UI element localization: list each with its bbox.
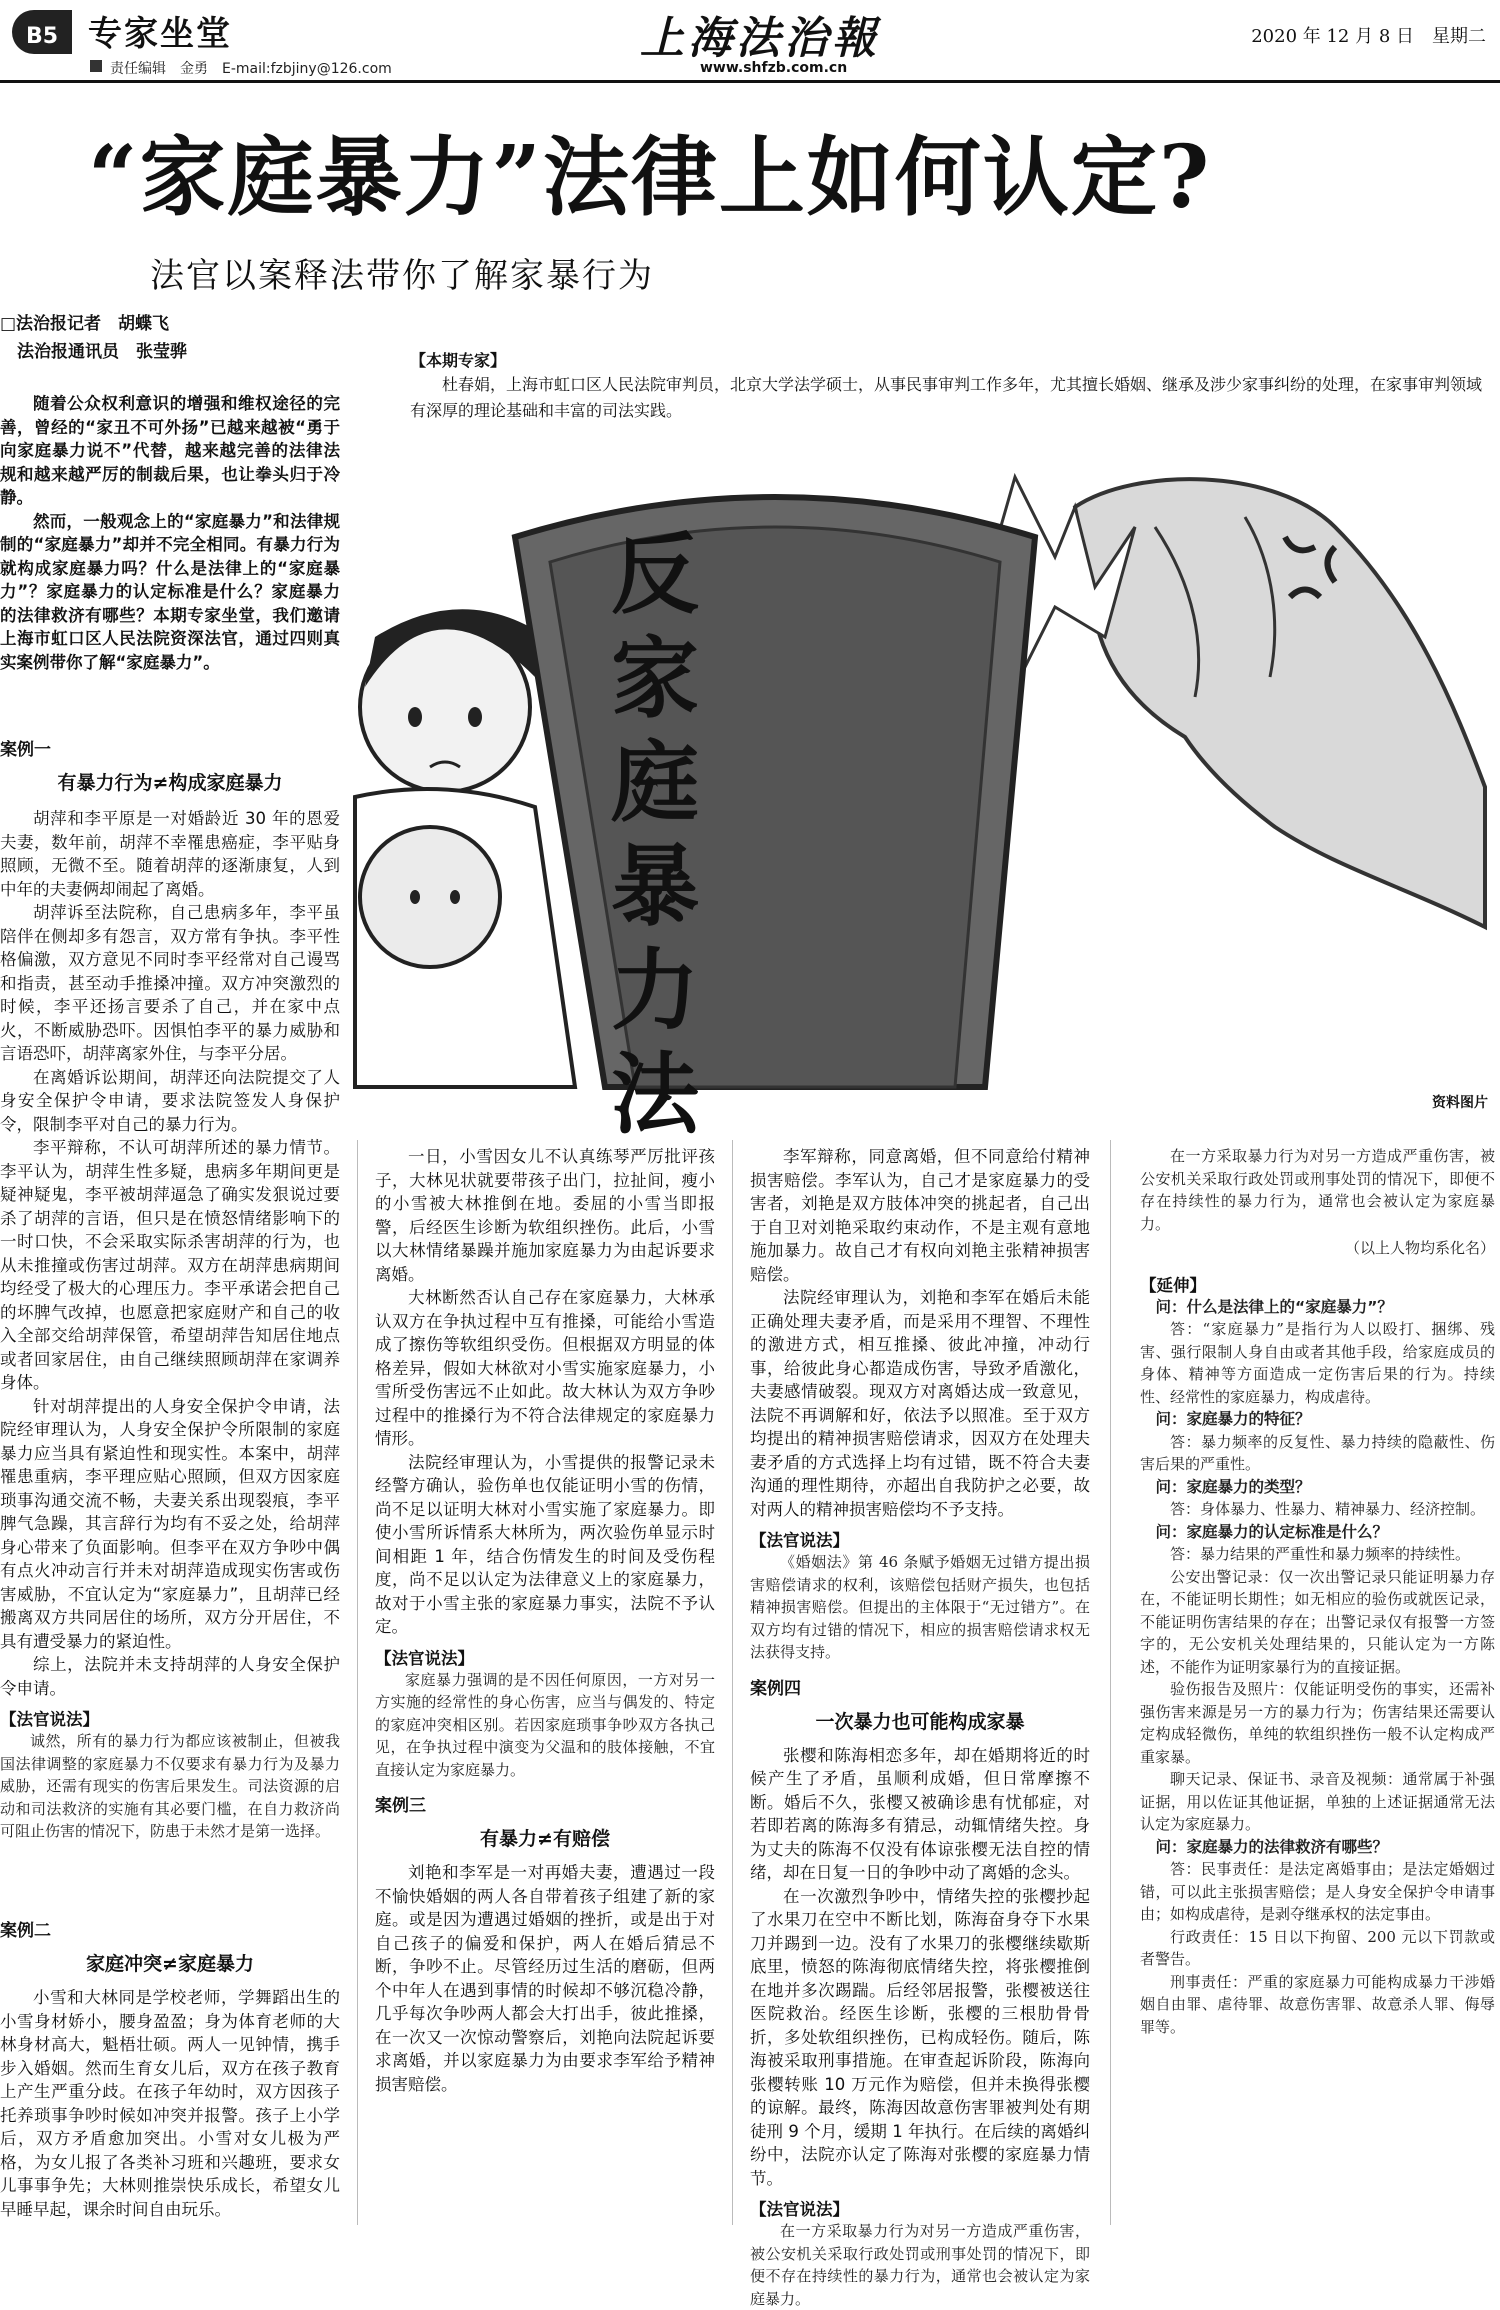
- baby-figure: [360, 827, 500, 967]
- comment-paragraph: 在一方采取暴力行为对另一方造成严重伤害，被公安机关采取行政处罚或刑事处罚的情况下，即便不存在持续性的暴力行为，通常也会被认定为家庭暴力。: [1140, 1147, 1495, 1233]
- case-paragraph: 法院经审理认为，刘艳和李军在婚后未能正确处理夫妻矛盾，而是采用不理智、不理性的激进方式，相互推搡、彼此冲撞，冲动行事，给彼此身心都造成伤害，导致矛盾激化，夫妻感情破裂。现双方对离婚达成一致意见，法院不再调解和好，依法予以照准。至于双方均提出的精神损害赔偿请求，因双方在处理夫妻矛盾的方式选择上均有过错，既不符合夫妻沟通的理性期待，亦超出自我防护之必要，故对两人的精神损害赔偿均不予支持。: [750, 1288, 1090, 1519]
- answer: 答：民事责任：是法定离婚事由；是法定婚姻过错，可以此主张损害赔偿；是人身安全保护令申请事由；如构成虐待，是剥夺继承权的法定事由。: [1140, 1860, 1495, 1923]
- case-paragraph: 一日，小雪因女儿不认真练琴严厉批评孩子，大林见状就要带孩子出门，拉扯间，瘦小的小雪被大林推倒在地。委屈的小雪当即报警，后经医生诊断为软组织挫伤。此后，小雪以大林情绪暴躁并施加家庭暴力为由起诉要求离婚。: [375, 1147, 715, 1284]
- shield-char: 力: [610, 938, 699, 1042]
- case-paragraph: 胡萍和李平原是一对婚龄近 30 年的恩爱夫妻，数年前，胡萍不幸罹患癌症，李平贴身照顾，无微不至。随着胡萍的逐渐康复，人到中年的夫妻俩却闹起了离婚。: [0, 809, 340, 899]
- case-body: [750, 1145, 1090, 1521]
- question: 问：什么是法律上的“家庭暴力”？: [1155, 1297, 1393, 1316]
- case-2-continued: [375, 1145, 715, 2146]
- newspaper-logo: 上海法治報: [640, 13, 880, 64]
- comment-paragraph: 诚然，所有的暴力行为都应该被制止，但被我国法律调整的家庭暴力不仅要求有暴力行为及暴力威胁，还需有现实的伤害后果发生。司法资源的启动和司法救济的实施有其必要门槛，在自力救济尚可阻止伤害的情况下，防患于未然才是第一选择。: [0, 1732, 340, 1840]
- case-title: 有暴力行为≠构成家庭暴力: [57, 772, 283, 794]
- case-body: [750, 1744, 1090, 2191]
- case-label: 案例三: [375, 1796, 426, 1816]
- case-title: 家庭冲突≠家庭暴力: [86, 1953, 254, 1975]
- intro-paragraph: 然而，一般观念上的“家庭暴力”和法律规制的“家庭暴力”却并不完全相同。有暴力行为就构成家庭暴力吗？什么是法律上的“家庭暴力”？家庭暴力的认定标准是什么？家庭暴力的法律救济有哪些？本期专家坐堂，我们邀请上海市虹口区人民法院资深法官，通过四则真实案例带你了解“家庭暴力”。: [0, 511, 340, 672]
- shield-text: [590, 522, 720, 1146]
- case-paragraph: 针对胡萍提出的人身安全保护令申请，法院经审理认为，人身安全保护令所限制的家庭暴力应当具有紧迫性和现实性。本案中，胡萍罹患重病，李平理应贴心照顾，但双方因家庭琐事沟通交流不畅，夫妻关系出现裂痕，李平脾气急躁，其言辞行为均有不妥之处，给胡萍身心带来了负面影响。但李平在双方争吵中偶有点火冲动言行并未对胡萍造成现实伤害或伤害威胁，不宜认定为“家庭暴力”，且胡萍已经搬离双方共同居住的场所，双方分开居住，不具有遭受暴力的紧迫性。: [0, 1396, 340, 1651]
- answer: 答：暴力结果的严重性和暴力频率的持续性。: [1170, 1545, 1471, 1563]
- extension-paragraph: 验伤报告及照片：仅能证明受伤的事实，还需补强伤害来源是另一方的暴力行为；伤害结果还需要认定构成轻微伤，单纯的软组织挫伤一般不认定构成严重家暴。: [1140, 1680, 1495, 1766]
- case-paragraph: 综上，法院并未支持胡萍的人身安全保护令申请。: [0, 1655, 340, 1698]
- case-3-continued: [750, 1145, 1090, 2308]
- case-paragraph: 小雪和大林同是学校老师，学舞蹈出生的小雪身材娇小，腰身盈盈；身为体育老师的大林身材高大，魁梧壮硕。两人一见钟情，携手步入婚姻。然而生育女儿后，双方在孩子教育上产生严重分歧。在孩子年幼时，双方因孩子托养琐事争吵时候如冲突并报警。孩子上小学后，双方矛盾愈加突出。小雪对女儿极为严格，为女儿报了各类补习班和兴趣班，要求女儿事事争先；大林则推崇快乐成长，希望女儿早睡早起，课余时间自由玩乐。: [0, 1988, 340, 2219]
- case-label: 案例二: [0, 1921, 51, 1941]
- judge-comment: [0, 1730, 340, 1843]
- column-divider: [1110, 1140, 1111, 2225]
- answer: 答：身体暴力、性暴力、精神暴力、经济控制。: [1170, 1500, 1486, 1518]
- extension-column: [1140, 1145, 1495, 2038]
- question: 问：家庭暴力的类型？: [1155, 1477, 1311, 1496]
- case-paragraph: 张樱和陈海相恋多年，却在婚期将近的时候产生了矛盾，虽顺利成婚，但日常摩擦不断。婚后不久，张樱又被确诊患有忧郁症，对若即若离的陈海多有猜忌，动辄情绪失控。身为丈夫的陈海不仅没有体谅张樱无法自控的情绪，却在日复一日的争吵中动了离婚的念头。: [750, 1745, 1090, 1882]
- shield-char: 暴: [610, 834, 699, 938]
- shield-char: 法: [610, 1042, 699, 1146]
- question: 问：家庭暴力的法律救济有哪些？: [1155, 1837, 1389, 1856]
- photo-credit: 资料图片: [1432, 1095, 1488, 1111]
- case-body: [0, 807, 340, 1700]
- question: 问：家庭暴力的认定标准是什么？: [1155, 1522, 1389, 1541]
- comment-label: 【法官说法】: [750, 2200, 849, 2219]
- judge-comment: [750, 1551, 1090, 1664]
- case-label: 案例一: [0, 740, 51, 760]
- answer: 答：“家庭暴力”是指行为人以殴打、捆绑、残害、强行限制人身自由或者其他手段，给家庭成员的身体、精神等方面造成一定伤害后果的行为。持续性、经常性的家庭暴力，构成虐待。: [1140, 1320, 1495, 1406]
- judge-comment: [375, 1669, 715, 1782]
- subheadline: 法官以案释法带你了解家暴行为: [150, 256, 654, 296]
- column-divider: [357, 1140, 358, 2225]
- header-rule: [0, 80, 1500, 83]
- alias-note: （以上人物均系化名）: [1344, 1239, 1495, 1257]
- expert-label: 【本期专家】: [410, 351, 507, 370]
- extension-label: 【延伸】: [1140, 1275, 1206, 1295]
- byline-correspondent: 法治报通讯员 张莹骅: [0, 342, 187, 362]
- illustration-svg: [375, 467, 1495, 1087]
- judge-comment-continued: [1140, 1145, 1495, 1237]
- shield-char: 庭: [610, 730, 699, 834]
- intro: [0, 392, 340, 674]
- extension-paragraph: 公安出警记录：仅一次出警记录只能证明暴力存在，不能证明长期性；如无相应的验伤或就医记录，不能证明伤害结果的存在；出警记录仅有报警一方签字的，无公安机关处理结果的，只能认定为一方陈述，不能作为证明家暴行为的直接证据。: [1140, 1567, 1495, 1676]
- case-body: [0, 1986, 340, 2219]
- square-icon: [90, 60, 102, 72]
- comment-paragraph: 《婚姻法》第 46 条赋予婚姻无过错方提出损害赔偿请求的权利，该赔偿包括财产损失，也包括精神损害赔偿。但提出的主体限于“无过错方”。在双方均有过错的情况下，相应的损害赔偿请求权无法获得支持。: [750, 1553, 1090, 1661]
- comment-label: 【法官说法】: [0, 1710, 99, 1729]
- case-1: [0, 735, 340, 1843]
- case-paragraph: 李军辩称，同意离婚，但不同意给付精神损害赔偿。李军认为，自己才是家庭暴力的受害者，刘艳是双方肢体冲突的挑起者，自己出于自卫对刘艳采取约束动作，不是主观有意地施加暴力。故自己才有权向刘艳主张精神损害赔偿。: [750, 1147, 1090, 1284]
- case-body: [375, 1145, 715, 1639]
- page-number-badge: [12, 10, 72, 54]
- page-digit: 5: [42, 24, 59, 49]
- column-name: 专家坐堂: [88, 14, 232, 54]
- case-paragraph: 胡萍诉至法院称，自己患病多年，李平虽陪伴在侧却多有怨言，双方常有争执。李平性格偏激，双方意见不同时李平经常对自己谩骂和指责，甚至动手推搡冲撞。双方冲突激烈的时候，李平还扬言要杀了自己，并在家中点火，不断威胁恐吓。因惧怕李平的暴力威胁和言语恐吓，胡萍离家外住，与李平分居。: [0, 903, 340, 1063]
- comment-paragraph: 在一方采取暴力行为对另一方造成严重伤害，被公安机关采取行政处罚或刑事处罚的情况下，即便不存在持续性的暴力行为，通常也会被认定为家庭暴力。: [750, 2222, 1090, 2308]
- answer: 行政责任：15 日以下拘留、200 元以下罚款或者警告。: [1140, 1927, 1495, 1968]
- shield-char: 反: [610, 522, 699, 626]
- case-paragraph: 在离婚诉讼期间，胡萍还向法院提交了人身安全保护令申请，要求法院签发人身保护令，限制李平对自己的暴力行为。: [0, 1067, 340, 1134]
- case-paragraph: 在一次激烈争吵中，情绪失控的张樱抄起了水果刀在空中不断比划，陈海奋身夺下水果刀并踢到一边。没有了水果刀的张樱继续歇斯底里，愤怒的陈海彻底情绪失控，将张樱推倒在地并多次踢踹。后经邻居报警，张樱被送往医院救治。经医生诊断，张樱的三根肋骨骨折，多处软组织挫伤，已构成轻伤。随后，陈海被采取刑事措施。在审查起诉阶段，陈海向张樱转账 10 万元作为赔偿，但并未换得张樱的谅解。最终，陈海因故意伤害罪被判处有期徒刑 9 个月，缓期 1 年执行。在后续的离婚纠纷中，法院亦认定了陈海对张樱的家庭暴力情节。: [750, 1886, 1090, 2188]
- intro-paragraph: 随着公众权利意识的增强和维权途径的完善，曾经的“家丑不可外扬”已越来越被“勇于向家庭暴力说不”代替，越来越完善的法律法规和越来越严厉的制裁后果，也让拳头归于冷静。: [0, 394, 340, 507]
- editor-info: 责任编辑 金勇 E-mail:fzbjiny@126.com: [110, 61, 392, 77]
- case-paragraph: 大林断然否认自己存在家庭暴力，大林承认双方在争执过程中互有推搡，可能给小雪造成了擦伤等软组织受伤。但根据双方明显的体格差异，假如大林欲对小雪实施家庭暴力，小雪所受伤害远不止如此。故大林认为双方争吵过程中的推搡行为不符合法律规定的家庭暴力情形。: [375, 1288, 715, 1448]
- page-letter: B: [25, 24, 43, 49]
- case-paragraph: 刘艳和李军是一对再婚夫妻，遭遇过一段不愉快婚姻的两人各自带着孩子组建了新的家庭。或是因为遭遇过婚姻的挫折，或是出于对自己孩子的偏爱和保护，两人在婚后猜忌不断，争吵不止。尽管经历过生活的磨砺，但两个中年人在遇到事情的时候却不够沉稳冷静，几乎每次争吵两人都会大打出手，彼此推搡，在一次又一次惊动警察后，刘艳向法院起诉要求离婚，并以家庭暴力为由要求李军给予精神损害赔偿。: [375, 1863, 715, 2094]
- case-body: [375, 1861, 715, 2146]
- column-divider: [732, 1140, 733, 2225]
- case-title: 一次暴力也可能构成家暴: [815, 1710, 1025, 1733]
- answer: 答：暴力频率的反复性、暴力持续的隐蔽性、伤害后果的严重性。: [1140, 1432, 1495, 1473]
- byline: [0, 310, 187, 366]
- case-label: 案例四: [750, 1678, 801, 1699]
- issue-date: 2020 年 12 月 8 日 星期二: [1251, 26, 1486, 47]
- question: 问：家庭暴力的特征？: [1155, 1410, 1311, 1428]
- newspaper-url: www.shfzb.com.cn: [700, 60, 848, 76]
- headline: “家庭暴力”法律上如何认定?: [88, 127, 1212, 228]
- case-paragraph: 法院经审理认为，小雪提供的报警记录未经警方确认，验伤单也仅能证明小雪的伤情，尚不足以证明大林对小雪实施了家庭暴力。即使小雪所诉情系大林所为，两次验伤单显示时间相距 1 年，结合伤情发生的时间及受伤程度，尚不足以认定为法律意义上的家庭暴力，故对于小雪主张的家庭暴力事实，法院不予认定。: [375, 1452, 715, 1636]
- judge-comment: [750, 2220, 1090, 2308]
- case-2: [0, 1916, 340, 2219]
- case-title: 有暴力≠有赔偿: [480, 1828, 610, 1850]
- extension-qa: [1140, 1296, 1495, 2039]
- extension-paragraph: 聊天记录、保证书、录音及视频：通常属于补强证据，用以佐证其他证据，单独的上述证据通常无法认定为家庭暴力。: [1140, 1770, 1495, 1833]
- byline-reporter: □法治报记者 胡蝶飞: [0, 314, 170, 334]
- shield-char: 家: [610, 626, 699, 730]
- comment-label: 【法官说法】: [750, 1531, 849, 1550]
- expert-text: 杜春娟，上海市虹口区人民法院审判员，北京大学法学硕士，从事民事审判工作多年，尤其擅长婚姻、继承及涉少家事纠纷的处理，在家事审判领域有深厚的理论基础和丰富的司法实践。: [410, 375, 1483, 420]
- comment-paragraph: 家庭暴力强调的是不因任何原因，一方对另一方实施的经常性的身心伤害，应当与偶发的、特定的家庭冲突相区别。若因家庭琐事争吵双方各执己见，在争执过程中演变为父温和的肢体接触，不宜直接认定为家庭暴力。: [375, 1670, 715, 1779]
- comment-label: 【法官说法】: [375, 1648, 474, 1668]
- case-paragraph: 李平辩称，不认可胡萍所述的暴力情节。李平认为，胡萍生性多疑，患病多年期间更是疑神疑鬼，李平被胡萍逼急了确实发狠说过要杀了胡萍的言语，但只是在愤怒情绪影响下的一时口快，不会采取实际杀害胡萍的行为，也从未推撞或伤害过胡萍。双方在胡萍患病期间均经受了极大的心理压力。李平承诺会把自己的坏脾气改掉，也愿意把家庭财产和自己的收入全部交给胡萍保管，希望胡萍告知居住地点或者回家居住，由自己继续照顾胡萍在家调养身体。: [0, 1138, 340, 1392]
- answer: 刑事责任：严重的家庭暴力可能构成暴力干涉婚姻自由罪、虐待罪、故意伤害罪、故意杀人罪、侮辱罪等。: [1140, 1972, 1495, 2036]
